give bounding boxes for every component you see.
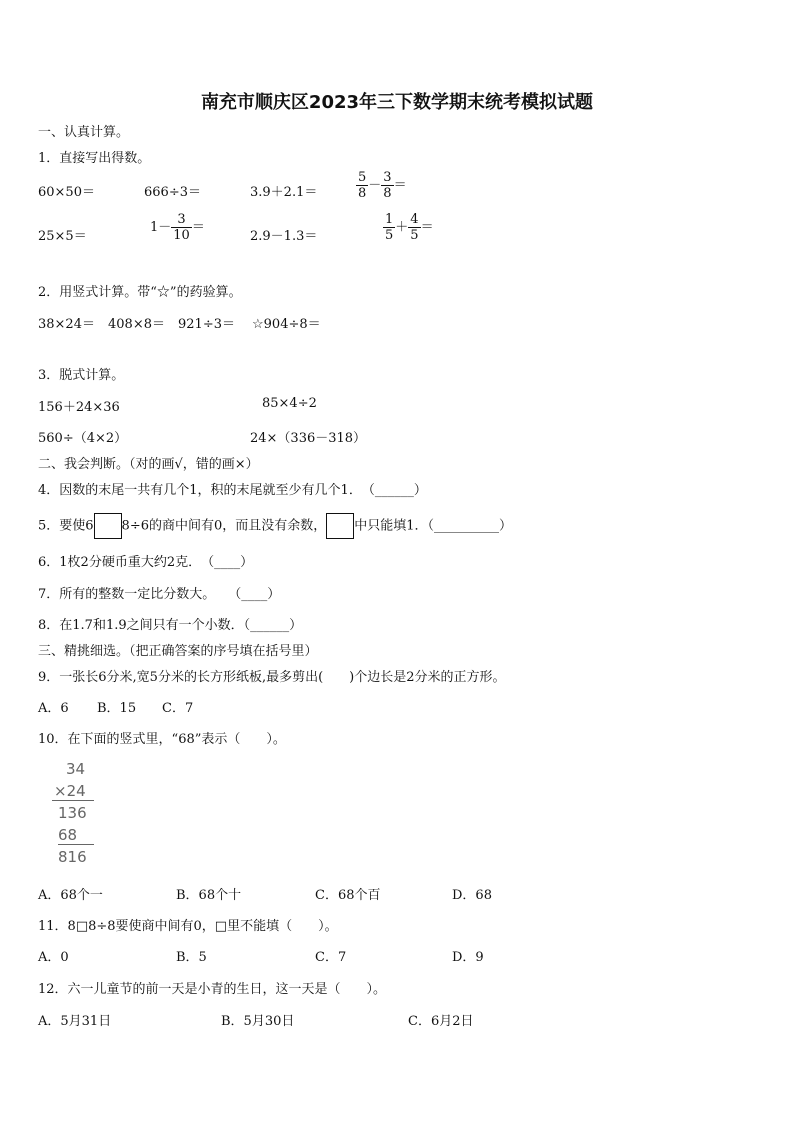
q3-item: 560÷（4×2） xyxy=(38,431,128,446)
q1-item: 25×5＝ xyxy=(38,229,87,244)
q3-item: 156＋24×36 xyxy=(38,400,120,415)
q3-item: 24×（336－318） xyxy=(250,431,367,446)
q12-text: 12．六一儿童节的前一天是小青的生日，这一天是（ ）。 xyxy=(38,982,387,997)
fraction xyxy=(171,212,192,243)
denominator: 5 xyxy=(410,228,419,243)
vertical-line: 34 xyxy=(66,760,86,778)
q11-option: A．0 xyxy=(38,950,69,965)
q10-text: 10．在下面的竖式里，“68”表示（ ）。 xyxy=(38,732,286,747)
fraction xyxy=(381,170,393,201)
vertical-line: 816 xyxy=(58,848,87,866)
answer-box xyxy=(326,513,354,539)
q8-text: 8．在1.7和1.9之间只有一个小数．（______） xyxy=(38,618,303,633)
denominator: 8 xyxy=(358,186,367,201)
q10-option: B．68个十 xyxy=(176,888,242,903)
q11-option: C．7 xyxy=(315,950,347,965)
prefix: 1－ xyxy=(150,220,172,235)
answer-box xyxy=(94,513,122,539)
q1-item: 666÷3＝ xyxy=(144,185,201,200)
q2-label: 2．用竖式计算。带“☆”的药验算。 xyxy=(38,285,242,300)
q10-option: D．68 xyxy=(452,888,492,903)
q1-fraction-expr xyxy=(383,212,434,243)
q4-text: 4．因数的末尾一共有几个1，积的末尾就至少有几个1． （______） xyxy=(38,483,427,498)
q9-option: B．15 xyxy=(97,701,137,716)
numerator: 4 xyxy=(410,212,419,227)
numerator: 3 xyxy=(383,170,392,185)
q3-item: 85×4÷2 xyxy=(262,396,317,411)
equals: ＝ xyxy=(393,178,407,193)
numerator: 3 xyxy=(177,212,186,227)
operator: ＋ xyxy=(395,220,409,235)
q12-option: A．5月31日 xyxy=(38,1014,112,1029)
q2-item: 38×24＝ xyxy=(38,317,95,332)
denominator: 10 xyxy=(173,228,190,243)
q1-fraction-expr xyxy=(150,212,205,243)
q1-fraction-expr xyxy=(356,170,407,201)
q12-option: C．6月2日 xyxy=(408,1014,474,1029)
equals: ＝ xyxy=(191,220,205,235)
q6-text: 6．1枚2分硬币重大约2克． （____） xyxy=(38,555,254,570)
q9-option: C．7 xyxy=(162,701,194,716)
section-2-heading: 二、我会判断。（对的画√，错的画×） xyxy=(38,457,259,472)
q12-option: B．5月30日 xyxy=(221,1014,295,1029)
q10-option: A．68个一 xyxy=(38,888,103,903)
vertical-line: ×24 xyxy=(52,782,94,801)
q5-part-c: 中只能填1．（__________） xyxy=(354,518,513,534)
denominator: 5 xyxy=(385,228,394,243)
q7-text: 7．所有的整数一定比分数大。 （____） xyxy=(38,587,281,602)
q11-option: B．5 xyxy=(176,950,207,965)
q2-item: ☆904÷8＝ xyxy=(252,317,321,332)
q11-text: 11．8□8÷8要使商中间有0，□里不能填（ ）。 xyxy=(38,919,338,934)
q5-part-b: 8÷6的商中间有0，而且没有余数， xyxy=(121,518,327,534)
vertical-line: 136 xyxy=(58,804,87,822)
q10-option: C．68个百 xyxy=(315,888,381,903)
denominator: 8 xyxy=(383,186,392,201)
q3-label: 3．脱式计算。 xyxy=(38,368,125,383)
q5-part-a: 5．要使6 xyxy=(38,518,94,534)
q2-item: 408×8＝ xyxy=(108,317,165,332)
vertical-line: 68 xyxy=(58,826,94,845)
numerator: 1 xyxy=(385,212,394,227)
q11-option: D．9 xyxy=(452,950,484,965)
q1-label: 1．直接写出得数。 xyxy=(38,151,151,166)
fraction xyxy=(383,212,395,243)
q9-text: 9．一张长6分米,宽5分米的长方形纸板,最多剪出( )个边长是2分米的正方形。 xyxy=(38,670,506,685)
fraction xyxy=(408,212,420,243)
operator: － xyxy=(368,178,382,193)
q1-item: 2.9－1.3＝ xyxy=(250,229,318,244)
q2-item: 921÷3＝ xyxy=(178,317,235,332)
section-1-heading: 一、认真计算。 xyxy=(38,125,130,140)
q5-text xyxy=(38,513,512,539)
fraction xyxy=(356,170,368,201)
page-title: 南充市顺庆区2023年三下数学期末统考模拟试题 xyxy=(200,92,594,113)
section-3-heading: 三、精挑细选。（把正确答案的序号填在括号里） xyxy=(38,644,318,659)
equals: ＝ xyxy=(420,220,434,235)
q1-item: 60×50＝ xyxy=(38,185,95,200)
numerator: 5 xyxy=(358,170,367,185)
q1-item: 3.9＋2.1＝ xyxy=(250,185,318,200)
q9-option: A．6 xyxy=(38,701,69,716)
